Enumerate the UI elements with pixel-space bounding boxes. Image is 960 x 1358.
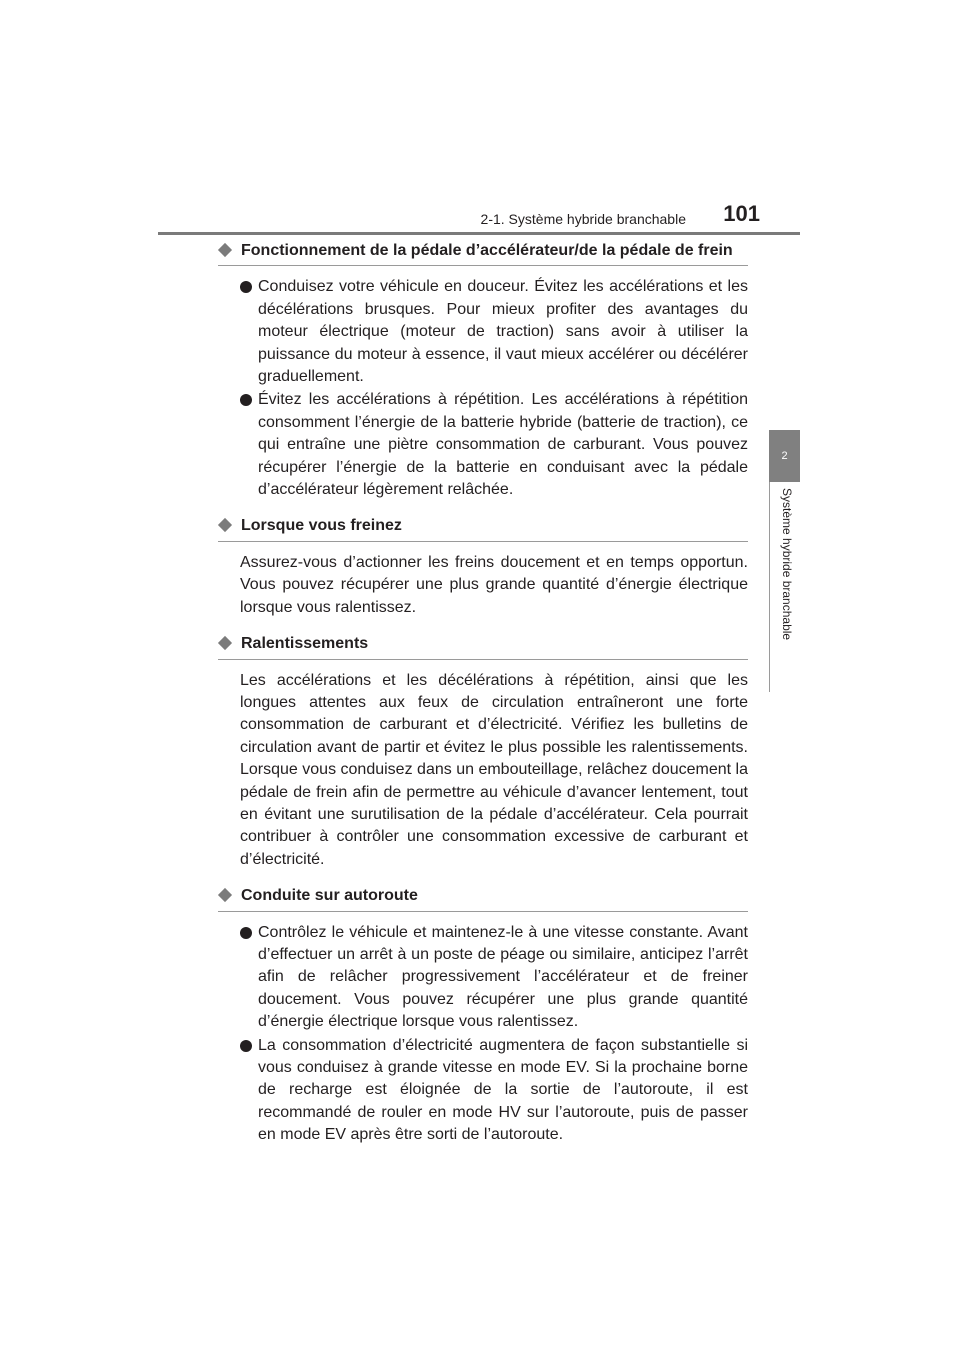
diamond-bullet-icon xyxy=(220,241,236,261)
section-pedal-operation xyxy=(218,240,748,501)
page-number: 101 xyxy=(723,201,760,226)
bullet-dot-icon xyxy=(240,281,252,293)
section-paragraph: Assurez-vous d’actionner les freins doucement et en temps opportun. Vous pouvez récupérer une plus grande quantité d’énergie électrique lorsque vous ralentissez. xyxy=(240,553,748,616)
bullet-dot-icon xyxy=(240,394,252,406)
section-heading: Conduite sur autoroute xyxy=(218,885,748,911)
header-section-title: 2-1. Système hybride branchable xyxy=(480,211,686,227)
section-highway xyxy=(218,885,748,1146)
chapter-title: Système hybride branchable xyxy=(780,488,794,641)
section-heading: Fonctionnement de la pédale d’accélérateur/de la pédale de frein xyxy=(218,240,748,266)
section-heading: Lorsque vous freinez xyxy=(218,515,748,541)
header-rule xyxy=(158,232,800,235)
section-braking xyxy=(218,515,748,619)
bullet-item: Contrôlez le véhicule et maintenez-le à une vitesse constante. Avant d’effectuer un arrêt à un poste de péage ou similaire, anticipez l’arrêt afin de relâcher progressivement l’accélérateur et de freiner doucement. Vous pouvez récupérer une plus grande quantité d’énergie électrique lorsque vous ralentissez. xyxy=(218,922,748,1034)
page-content xyxy=(218,238,748,1148)
diamond-bullet-icon xyxy=(220,516,236,536)
chapter-tab xyxy=(769,430,800,482)
chapter-number: 2 xyxy=(781,450,788,462)
bullet-item: Conduisez votre véhicule en douceur. Évitez les accélérations et les décélérations brusques. Pour mieux profiter des avantages du moteur électrique (moteur de traction) sans avoir à utiliser la puissance du moteur à essence, il vaut mieux accélérer ou décélérer graduellement. xyxy=(218,276,748,388)
page-header xyxy=(158,196,800,236)
section-traffic xyxy=(218,633,748,871)
bullet-item: La consommation d’électricité augmentera de façon substantielle si vous conduisez à grande vitesse en mode EV. Si la prochaine borne de recharge est éloignée de la sortie de l’autoroute, il est recommandé de rouler en mode HV sur l’autoroute, puis de passer en mode EV après être sorti de l’autoroute. xyxy=(218,1035,748,1147)
bullet-dot-icon xyxy=(240,927,252,939)
bullet-item: Évitez les accélérations à répétition. Les accélérations à répétition consomment l’énergie de la batterie hybride (batterie de traction), ce qui entraîne une piètre consommation de carburant. Vous pouvez récupérer l’énergie de la batterie en conduisant avec la pédale d’accélérateur légèrement relâchée. xyxy=(218,389,748,501)
section-paragraph: Les accélérations et les décélérations à répétition, ainsi que les longues attentes aux feux de circulation entraîneront une forte consommation de carburant et d’électricité. Vérifiez les bulletins de circulation avant de partir et évitez le plus possible les ralentissements. Lorsque vous conduisez dans un embouteillage, relâchez doucement la pédale de frein afin de permettre au véhicule d’avancer lentement, tout en évitant une surutilisation de la pédale d’accélérateur. Cela pourrait contribuer à contrôler une consommation excessive de carburant et d’électricité. xyxy=(240,671,748,868)
bullet-dot-icon xyxy=(240,1040,252,1052)
diamond-bullet-icon xyxy=(220,634,236,654)
section-heading: Ralentissements xyxy=(218,633,748,659)
diamond-bullet-icon xyxy=(220,886,236,906)
